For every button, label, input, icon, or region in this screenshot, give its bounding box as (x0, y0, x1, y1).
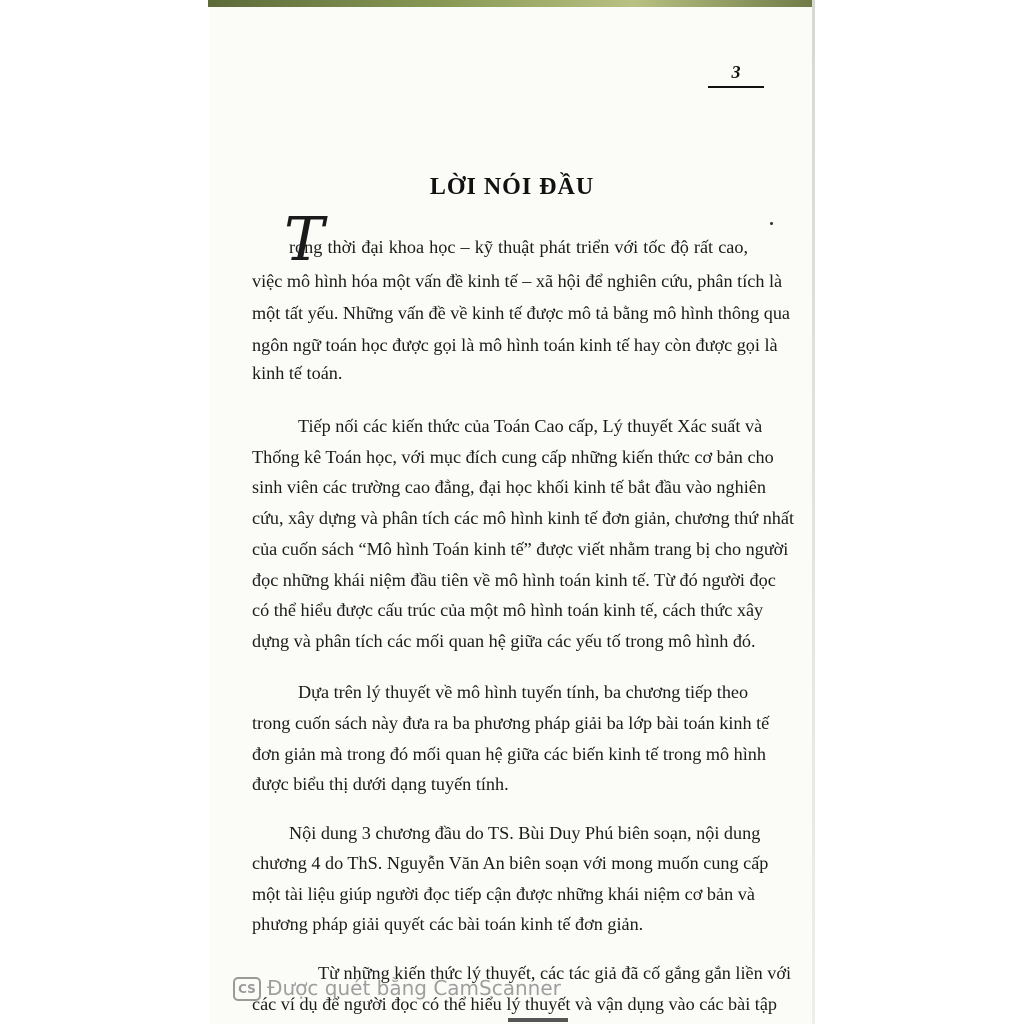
background-left (0, 0, 208, 1024)
page-edge (812, 0, 815, 1024)
paragraph-1-line-3: một tất yếu. Những vấn đề về kinh tế được mô tả bằng mô hình thông qua (252, 303, 790, 323)
paragraph-4-line-4: phương pháp giải quyết các bài toán kinh tế đơn giản. (252, 914, 644, 934)
background-right (814, 0, 1024, 1024)
paragraph-1-line-4: ngôn ngữ toán học được gọi là mô hình toán kinh tế hay còn được gọi là (252, 335, 778, 355)
paragraph-2-line-4: cứu, xây dựng và phân tích các mô hình kinh tế đơn giản, chương thứ nhất (252, 508, 795, 528)
paragraph-4-line-3: một tài liệu giúp người đọc tiếp cận được những khái niệm cơ bản và (252, 884, 755, 904)
paragraph-2-line-2: Thống kê Toán học, với mục đích cung cấp những kiến thức cơ bản cho (252, 447, 774, 467)
page-number-rule (708, 86, 764, 88)
paragraph-3-line-2: trong cuốn sách này đưa ra ba phương pháp giải ba lớp bài toán kinh tế (252, 713, 770, 733)
paragraph-2-line-7: có thể hiểu được cấu trúc của một mô hình toán kinh tế, cách thức xây (252, 600, 764, 620)
paragraph-1-line-1: rong thời đại khoa học – kỹ thuật phát triển với tốc độ rất cao, (289, 237, 748, 257)
paragraph-1-line-5: kinh tế toán. (252, 363, 343, 383)
paragraph-2-line-3: sinh viên các trường cao đẳng, đại học khối kinh tế bắt đầu vào nghiên (252, 477, 766, 497)
book-cover-edge (208, 0, 814, 7)
paragraph-1-line-2: việc mô hình hóa một vấn đề kinh tế – xã hội để nghiên cứu, phân tích là (252, 271, 783, 291)
paragraph-2-line-8: dựng và phân tích các mối quan hệ giữa các yếu tố trong mô hình đó. (252, 631, 756, 651)
paragraph-2-line-6: đọc những khái niệm đầu tiên về mô hình toán kinh tế. Từ đó người đọc (252, 570, 776, 590)
paragraph-2-line-1: Tiếp nối các kiến thức của Toán Cao cấp, Lý thuyết Xác suất và (298, 416, 763, 436)
paragraph-2-line-5: của cuốn sách “Mô hình Toán kinh tế” được viết nhằm trang bị cho người (252, 539, 789, 559)
bottom-edge-mark (508, 1018, 568, 1022)
paragraph-3-line-1: Dựa trên lý thuyết về mô hình tuyến tính, ba chương tiếp theo (298, 682, 749, 702)
camscanner-logo-icon: CS (233, 977, 261, 1001)
paragraph-5-line-2: các ví dụ để người đọc có thể hiểu lý thuyết và vận dụng vào các bài tập (252, 994, 778, 1014)
paragraph-3-line-4: được biểu thị dưới dạng tuyến tính. (252, 774, 509, 794)
page-title: LỜI NÓI ĐẦU (429, 174, 595, 200)
paragraph-5-line-1: Từ những kiến thức lý thuyết, các tác giả đã cố gắng gắn liền với (318, 963, 792, 983)
ink-dot (770, 222, 773, 225)
paragraph-3-line-3: đơn giản mà trong đó mối quan hệ giữa các biến kinh tế trong mô hình (252, 744, 766, 764)
paragraph-4-line-2: chương 4 do ThS. Nguyễn Văn An biên soạn với mong muốn cung cấp (252, 853, 769, 873)
page-number: 3 (731, 62, 741, 82)
camscanner-watermark: Được quét bằng CamScanner (267, 976, 561, 1000)
paragraph-4-line-1: Nội dung 3 chương đầu do TS. Bùi Duy Phú biên soạn, nội dung (289, 823, 761, 843)
drop-cap: T (284, 205, 325, 275)
